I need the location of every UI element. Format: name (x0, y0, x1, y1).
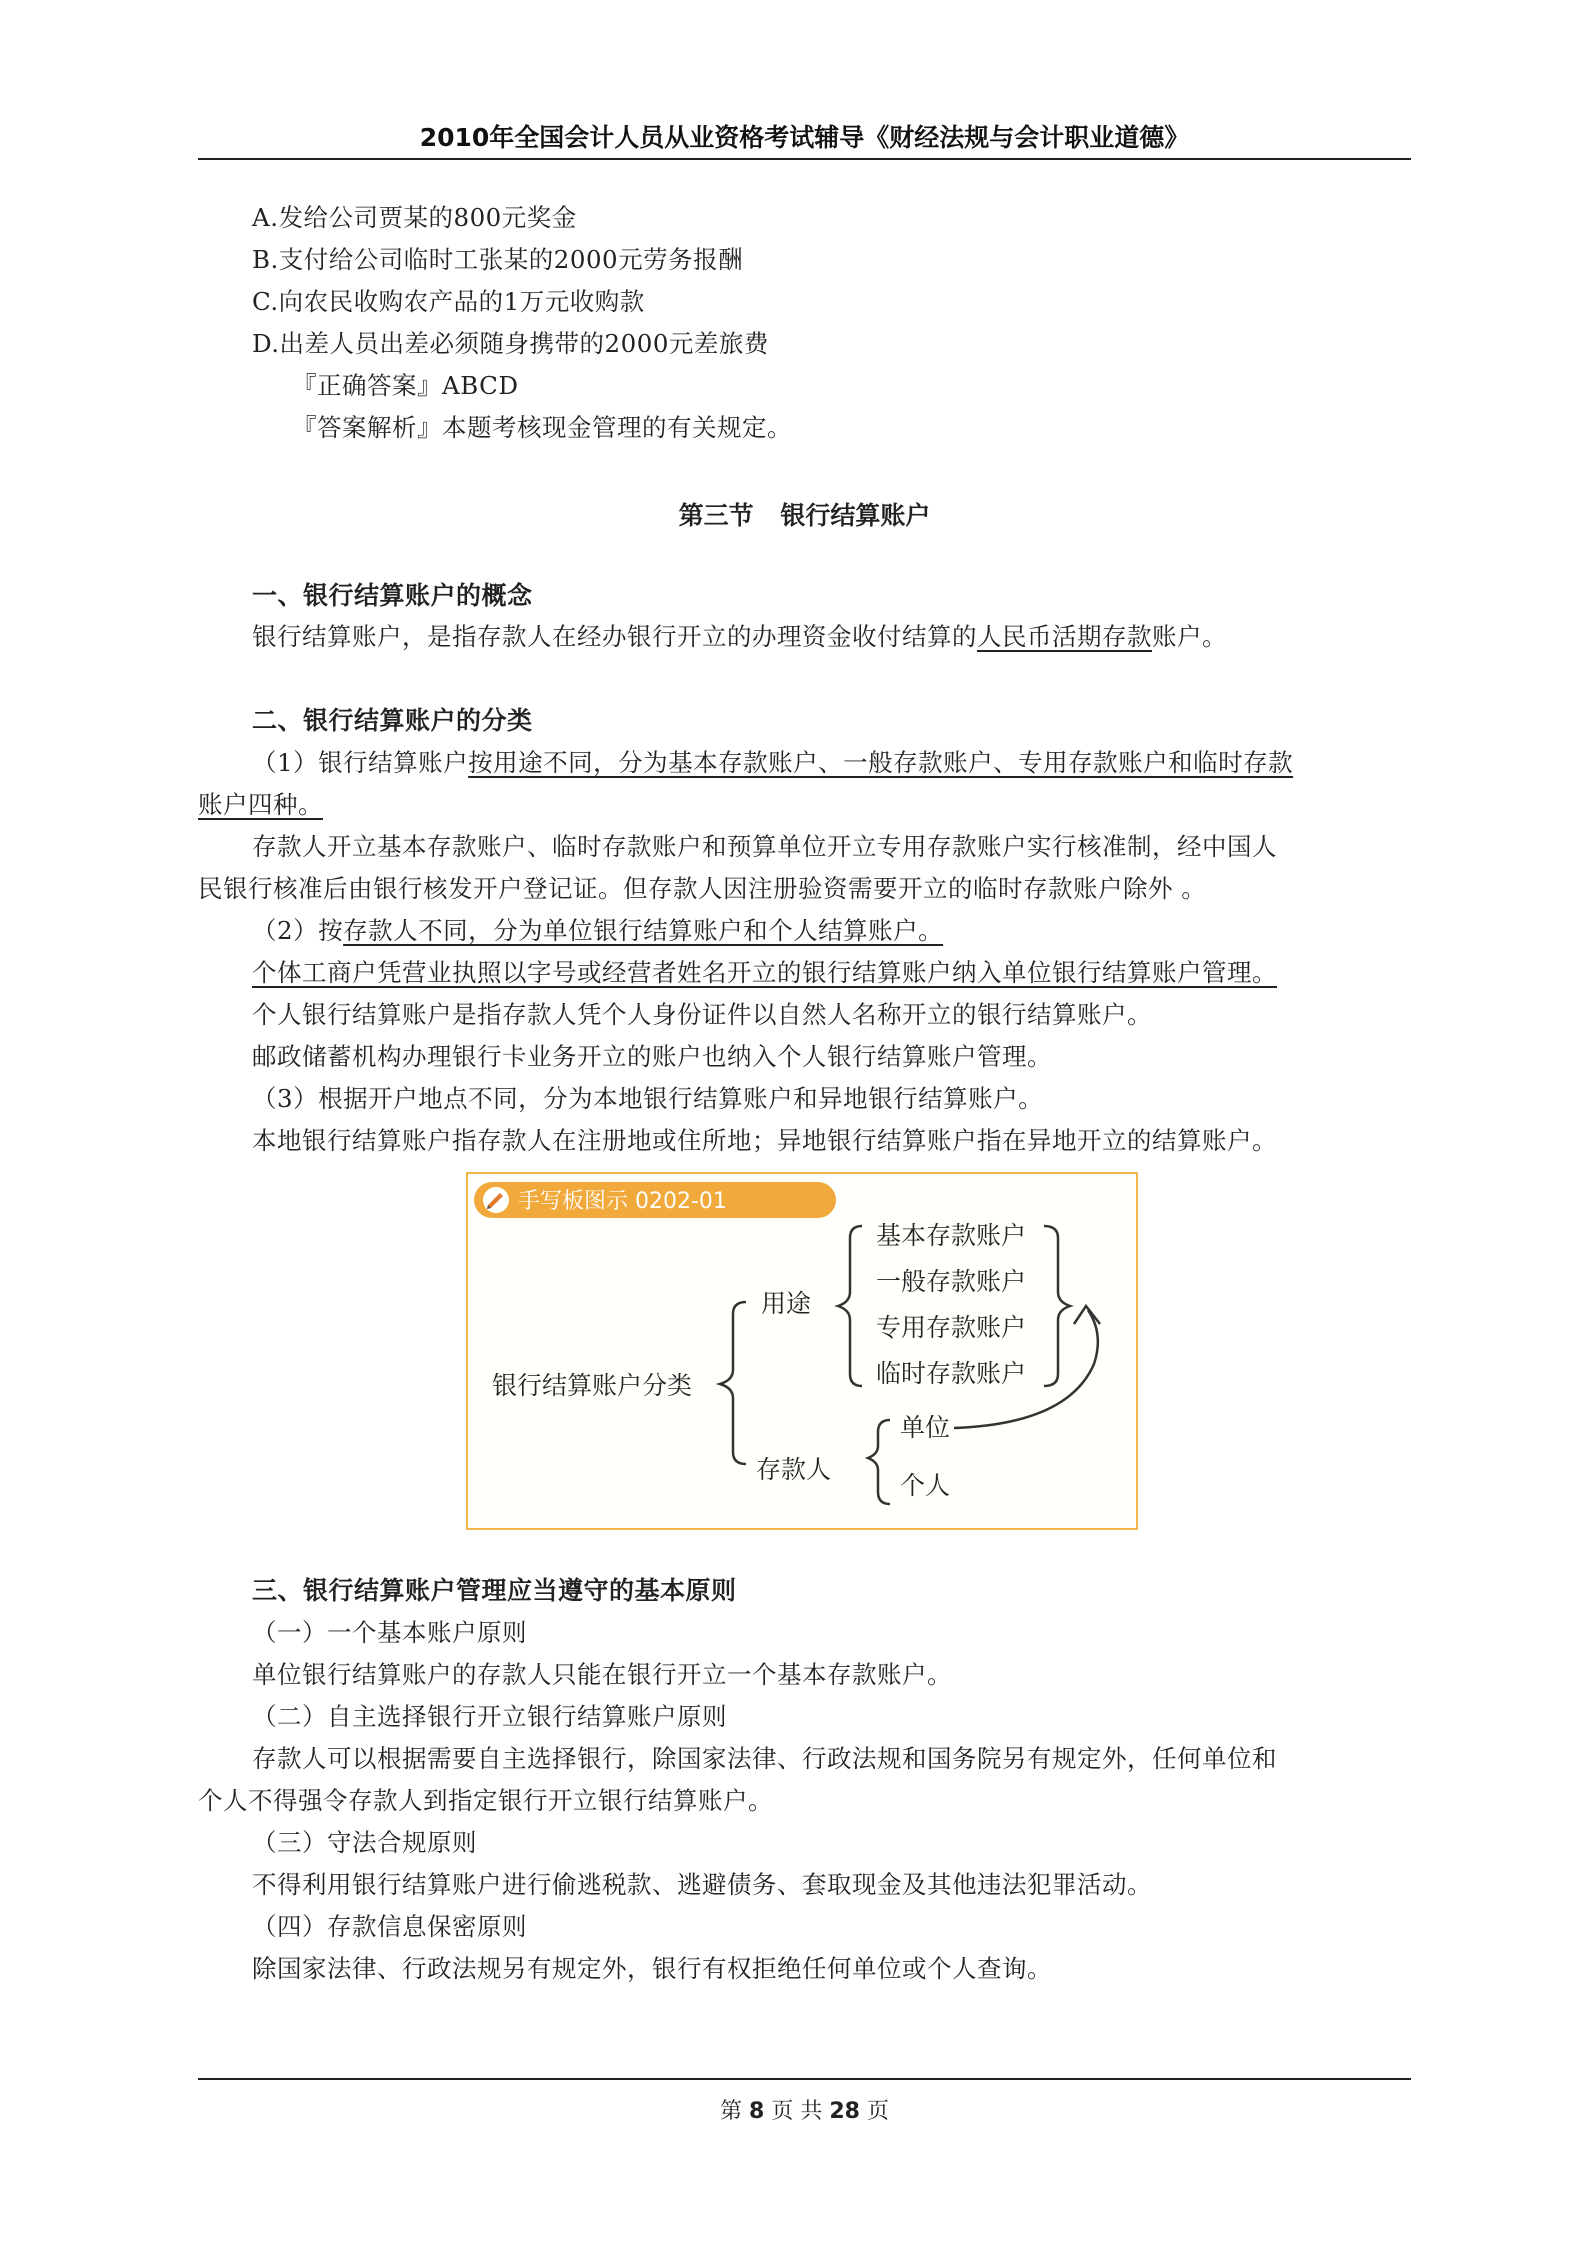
footer-suffix: 页 (866, 2099, 889, 2124)
principle-2-title: （二）自主选择银行开立银行结算账户原则 (252, 1702, 727, 1731)
brace-depositor (868, 1420, 890, 1504)
principle-2-text-line1: 存款人可以根据需要自主选择银行，除国家法律、行政法规和国务院另有规定外，任何单位和 (252, 1744, 1277, 1773)
correct-answer: 『正确答案』ABCD (292, 371, 519, 400)
part2-p1-prefix: （1）银行结算账户 (252, 748, 469, 777)
branch-purpose: 用途 (761, 1289, 812, 1318)
footer-divider (198, 2078, 1411, 2080)
part1-text (252, 622, 1227, 652)
part2-heading: 二、银行结算账户的分类 (252, 706, 533, 735)
principle-4-text: 除国家法律、行政法规另有规定外，银行有权拒绝任何单位或个人查询。 (252, 1954, 1052, 1983)
header-divider (198, 158, 1411, 160)
option-c: C.向农民收购农产品的1万元收购款 (252, 287, 645, 316)
part2-p8: 本地银行结算账户指存款人在注册地或住所地；异地银行结算账户指在异地开立的结算账户。 (252, 1126, 1277, 1155)
brace-purpose (838, 1226, 862, 1386)
option-b: B.支付给公司临时工张某的2000元劳务报酬 (252, 245, 744, 274)
part2-p1-line1 (252, 748, 1293, 778)
section-title: 第三节 银行结算账户 (678, 501, 931, 530)
part2-p2-line2: 民银行核准后由银行核发开户登记证。但存款人因注册验资需要开立的临时存款账户除外 。 (198, 874, 1207, 903)
part2-p3-prefix: （2）按 (252, 916, 344, 945)
part2-p1-underlined-b: 账户四种。 (198, 790, 323, 819)
part2-p1-line2 (198, 790, 323, 820)
part1-text-underlined: 人民币活期存款 (977, 622, 1152, 651)
principle-3-title: （三）守法合规原则 (252, 1828, 477, 1857)
principle-1-text: 单位银行结算账户的存款人只能在银行开立一个基本存款账户。 (252, 1660, 952, 1689)
principle-1-title: （一）一个基本账户原则 (252, 1618, 527, 1647)
part2-p3 (252, 916, 943, 946)
option-d: D.出差人员出差必须随身携带的2000元差旅费 (252, 329, 769, 358)
part3-heading: 三、银行结算账户管理应当遵守的基本原则 (252, 1576, 737, 1605)
diagram-canvas (468, 1174, 1136, 1528)
part1-heading: 一、银行结算账户的概念 (252, 581, 533, 610)
answer-analysis: 『答案解析』本题考核现金管理的有关规定。 (292, 413, 792, 442)
purpose-item-4: 临时存款账户 (876, 1359, 1027, 1388)
part2-p4 (252, 958, 1277, 988)
part2-p6: 邮政储蓄机构办理银行卡业务开立的账户也纳入个人银行结算账户管理。 (252, 1042, 1052, 1071)
purpose-item-2: 一般存款账户 (876, 1267, 1027, 1296)
depositor-item-2: 个人 (900, 1471, 951, 1500)
principle-3-text: 不得利用银行结算账户进行偷逃税款、逃避债务、套取现金及其他违法犯罪活动。 (252, 1870, 1152, 1899)
diagram-root: 银行结算账户分类 (492, 1371, 693, 1400)
part2-p4-underlined: 个体工商户凭营业执照以字号或经营者姓名开立的银行结算账户纳入单位银行结算账户管理。 (252, 958, 1277, 987)
page-total: 28 (829, 2099, 860, 2124)
handwriting-diagram (466, 1172, 1138, 1530)
page-number: 8 (749, 2099, 765, 2124)
footer-prefix: 第 (720, 2099, 743, 2124)
brace-root (720, 1302, 746, 1464)
part2-p7: （3）根据开户地点不同，分为本地银行结算账户和异地银行结算账户。 (252, 1084, 1044, 1113)
arrow-head-icon (1074, 1306, 1100, 1324)
page-footer (198, 2094, 1411, 2125)
depositor-item-1: 单位 (900, 1413, 951, 1442)
part2-p2-line1: 存款人开立基本存款账户、临时存款账户和预算单位开立专用存款账户实行核准制，经中国人 (252, 832, 1277, 861)
footer-middle: 页 共 (771, 2099, 823, 2124)
principle-4-title: （四）存款信息保密原则 (252, 1912, 527, 1941)
part1-text-before: 银行结算账户，是指存款人在经办银行开立的办理资金收付结算的 (252, 622, 977, 651)
purpose-item-1: 基本存款账户 (876, 1221, 1027, 1250)
brace-purpose-right (1044, 1226, 1070, 1386)
option-a: A.发给公司贾某的800元奖金 (252, 203, 577, 232)
part2-p5: 个人银行结算账户是指存款人凭个人身份证件以自然人名称开立的银行结算账户。 (252, 1000, 1152, 1029)
principle-2-text-line2: 个人不得强令存款人到指定银行开立银行结算账户。 (198, 1786, 773, 1815)
page-header: 2010年全国会计人员从业资格考试辅导《财经法规与会计职业道德》 (419, 123, 1190, 152)
pencil-icon (483, 1187, 509, 1213)
part2-p3-underlined: 存款人不同，分为单位银行结算账户和个人结算账户。 (343, 916, 944, 945)
part1-text-after: 账户。 (1152, 622, 1227, 651)
branch-depositor: 存款人 (756, 1455, 832, 1484)
purpose-item-3: 专用存款账户 (876, 1313, 1027, 1342)
diagram-tag-label: 手写板图示 0202-01 (518, 1189, 727, 1214)
part2-p1-underlined-a: 按用途不同，分为基本存款账户、一般存款账户、专用存款账户和临时存款 (468, 748, 1294, 777)
